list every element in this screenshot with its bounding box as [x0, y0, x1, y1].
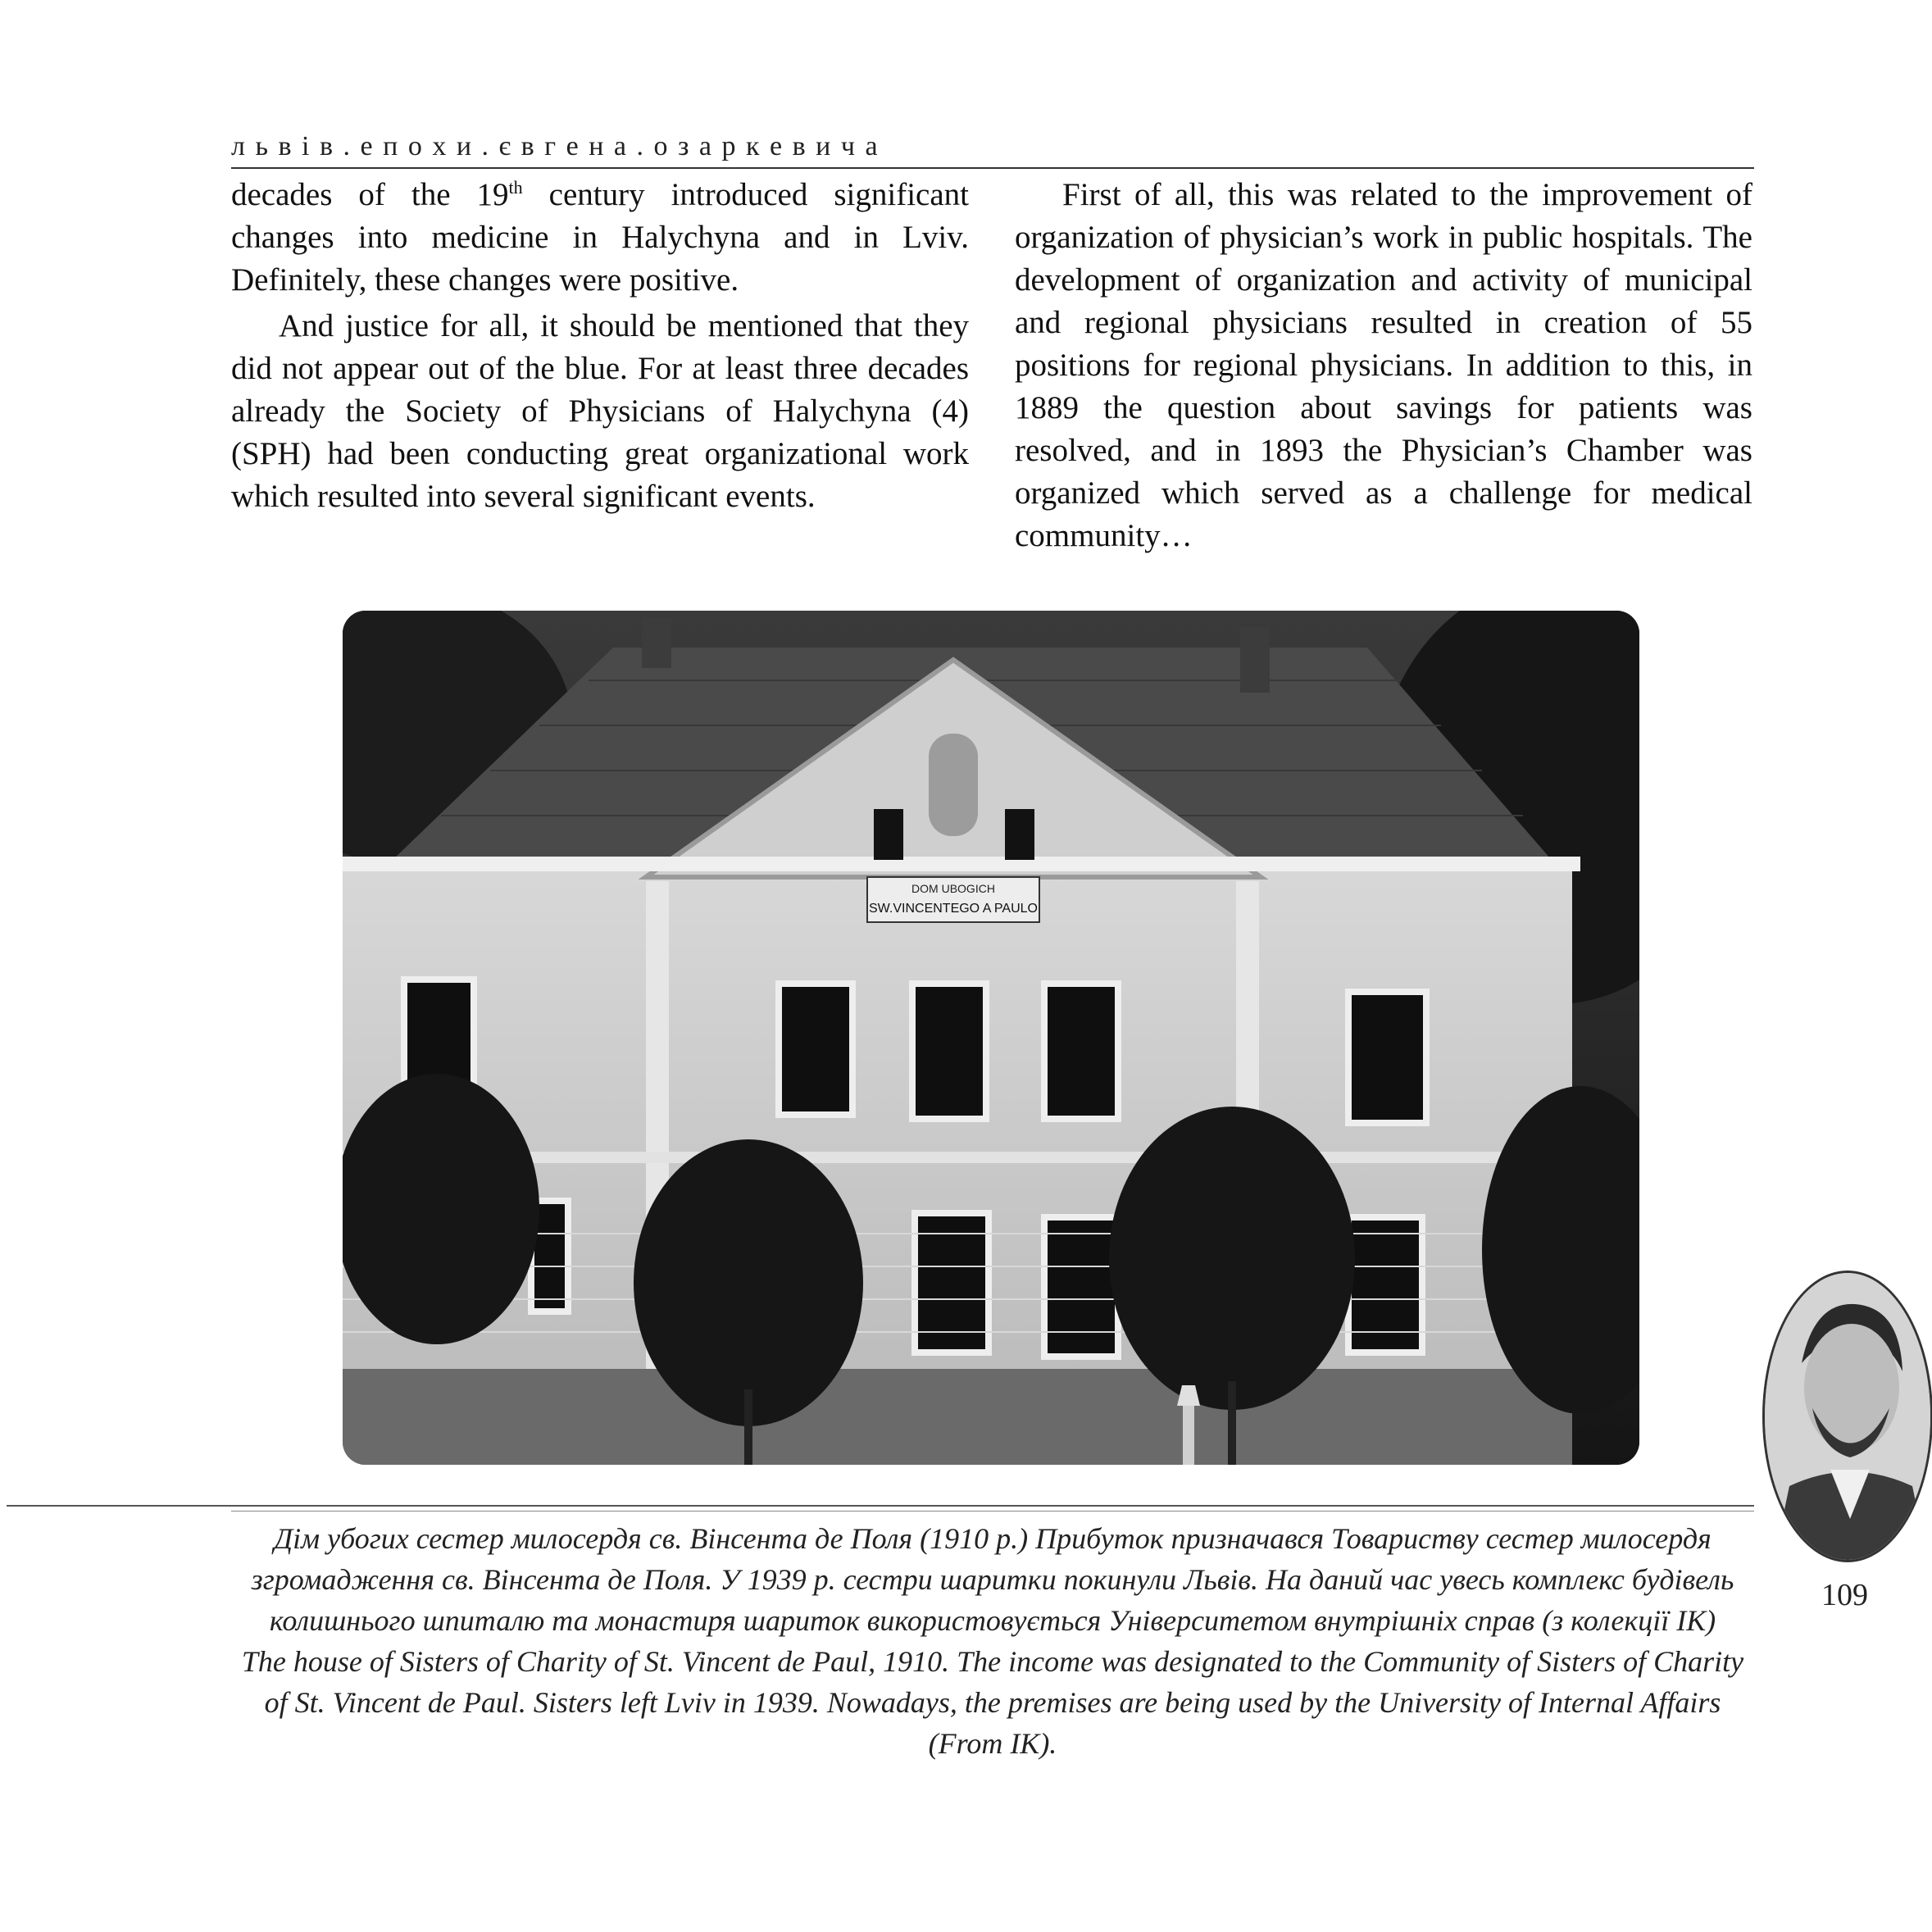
window-4 — [1044, 984, 1118, 1119]
cornice — [343, 857, 1580, 871]
window-3 — [912, 984, 986, 1119]
left-column — [231, 174, 969, 521]
sign-line-2: SW.VINCENTEGO A PAULO — [869, 902, 1038, 916]
gable-window-right — [1005, 809, 1034, 860]
plinth — [343, 1369, 1572, 1465]
tree-center-left — [634, 1139, 863, 1426]
left-paragraph-2: And justice for all, it should be mentioned that they did not appear out of the blue. For at least three decades already the Society of Physicians of Halychyna (4) (SPH) had been conducting great organizational work which resulted into several significant events. — [231, 308, 969, 514]
header-rule — [231, 167, 1754, 169]
street-lamp — [1183, 1406, 1194, 1465]
caption-ukrainian: Дім убогих сестер милосердя св. Вінсента де Поля (1910 р.) Прибуток призначався Товариству сестер милосердя згромадження св. Вінсента де Поля. У 1939 р. сестри шаритки покинули Львів. На даний час увесь комплекс будівель колишнього шпиталю та монастиря шариток використовується Університетом внутрішніх справ (з колекції ІК) — [251, 1522, 1734, 1637]
statue-niche — [929, 734, 978, 836]
running-head: л ь в і в . е п о х и . є в г е н а . о з а р к е в и ч а — [231, 131, 880, 161]
portrait-engraving — [1762, 1271, 1932, 1562]
right-column — [1015, 174, 1752, 561]
portrait-face — [1804, 1324, 1899, 1452]
window-5 — [1348, 992, 1426, 1123]
caption-english: The house of Sisters of Charity of St. Vincent de Paul, 1910. The income was designated to the Community of Sisters of Charity of St. Vincent de Paul. Sisters left Lviv in 1939. Nowadays, the premises are being used by the University of Internal Affairs (From IK). — [241, 1645, 1744, 1760]
right-paragraph-1: First of all, this was related to the improvement of organization of physician’s work in public hospitals. The development of organization and activity of municipal and regional physicians resulted in creation of 55 positions for regional physicians. In addition to this, in 1889 the question about savings for patients was resolved, and in 1893 the Physician’s Chamber was organized which served as a challenge for medical community… — [1015, 177, 1752, 553]
window-8 — [1044, 1217, 1118, 1357]
left-paragraph-1: decades of the 19th century introduced significant changes into medicine in Halychyna and in Lviv. Definitely, these changes were positive. — [231, 177, 969, 298]
building-photo — [343, 611, 1639, 1465]
caption-rule-outer — [7, 1505, 1754, 1507]
page-number: 109 — [1821, 1578, 1868, 1612]
tree-left — [343, 1074, 539, 1344]
sign-line-1: DOM UBOGICH — [911, 882, 995, 895]
tree-center-right — [1109, 1107, 1355, 1410]
gable-window-left — [874, 809, 903, 860]
caption-rule-inner — [231, 1511, 1754, 1512]
window-2 — [779, 984, 852, 1115]
photo-caption — [231, 1518, 1754, 1764]
chimney-right — [1240, 627, 1270, 693]
chimney-left — [642, 619, 671, 668]
